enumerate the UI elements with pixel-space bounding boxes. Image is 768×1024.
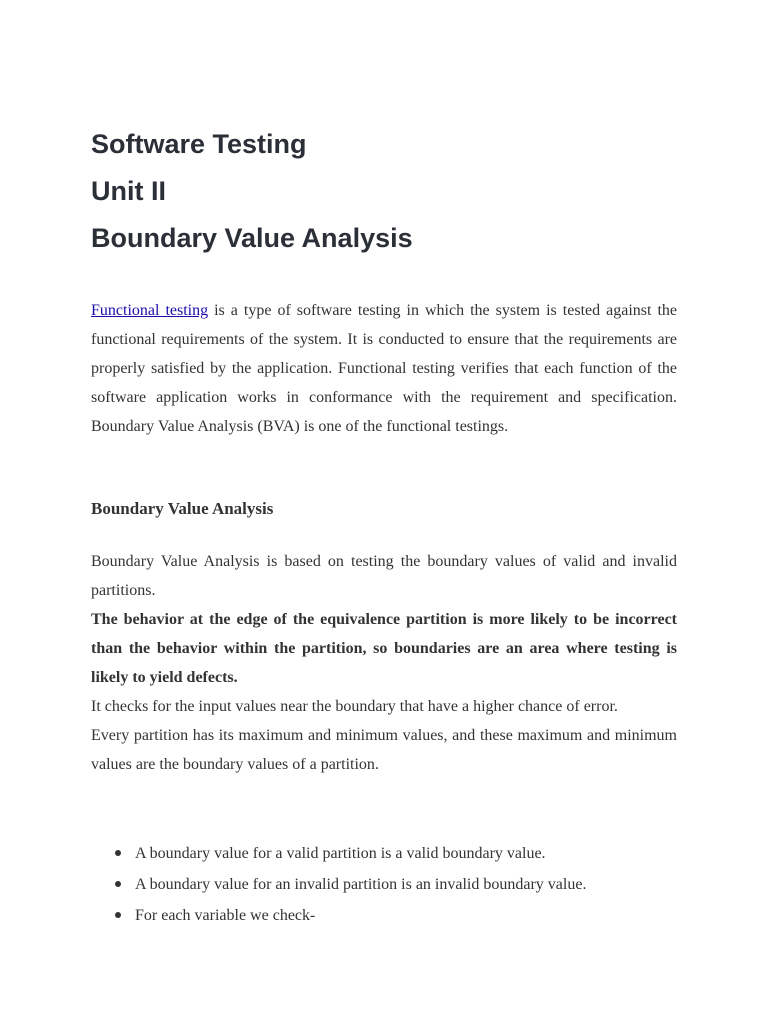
section-heading: Boundary Value Analysis <box>91 499 274 518</box>
bva-paragraph-1: Boundary Value Analysis is based on testing the boundary values of valid and invalid partitions. <box>91 553 677 599</box>
functional-testing-link[interactable]: Functional testing <box>91 302 209 319</box>
title-block <box>91 124 677 265</box>
list-item <box>113 900 677 931</box>
topic-title: Boundary Value Analysis <box>91 223 413 253</box>
bva-section-body <box>91 547 677 779</box>
bullet-list <box>113 838 677 931</box>
bva-paragraph-3: It checks for the input values near the boundary that have a higher chance of error. <box>91 698 618 715</box>
intro-text: is a type of software testing in which the system is tested against the functional requirements of the system. It is conducted to ensure that the requirements are properly satisfied by the application. Functional testing verifies that each function of the software application works in conformance with the requirement and specification. Boundary Value Analysis (BVA) is one of the functional testings. <box>91 302 677 435</box>
bullet-icon <box>115 850 121 856</box>
list-item-text: A boundary value for an invalid partition is an invalid boundary value. <box>135 876 587 893</box>
bva-paragraph-4: Every partition has its maximum and minimum values, and these maximum and minimum values are the boundary values of a partition. <box>91 727 677 773</box>
list-item <box>113 838 677 869</box>
list-item-text: For each variable we check- <box>135 907 316 924</box>
bva-paragraph-bold: The behavior at the edge of the equivalence partition is more likely to be incorrect than the behavior within the partition, so boundaries are an area where testing is likely to yield defects. <box>91 611 677 686</box>
unit-title: Unit II <box>91 176 166 206</box>
document-title: Software Testing <box>91 129 307 159</box>
list-item <box>113 869 677 900</box>
bullet-icon <box>115 912 121 918</box>
intro-paragraph <box>91 296 677 441</box>
list-item-text: A boundary value for a valid partition is a valid boundary value. <box>135 845 546 862</box>
bullet-icon <box>115 881 121 887</box>
